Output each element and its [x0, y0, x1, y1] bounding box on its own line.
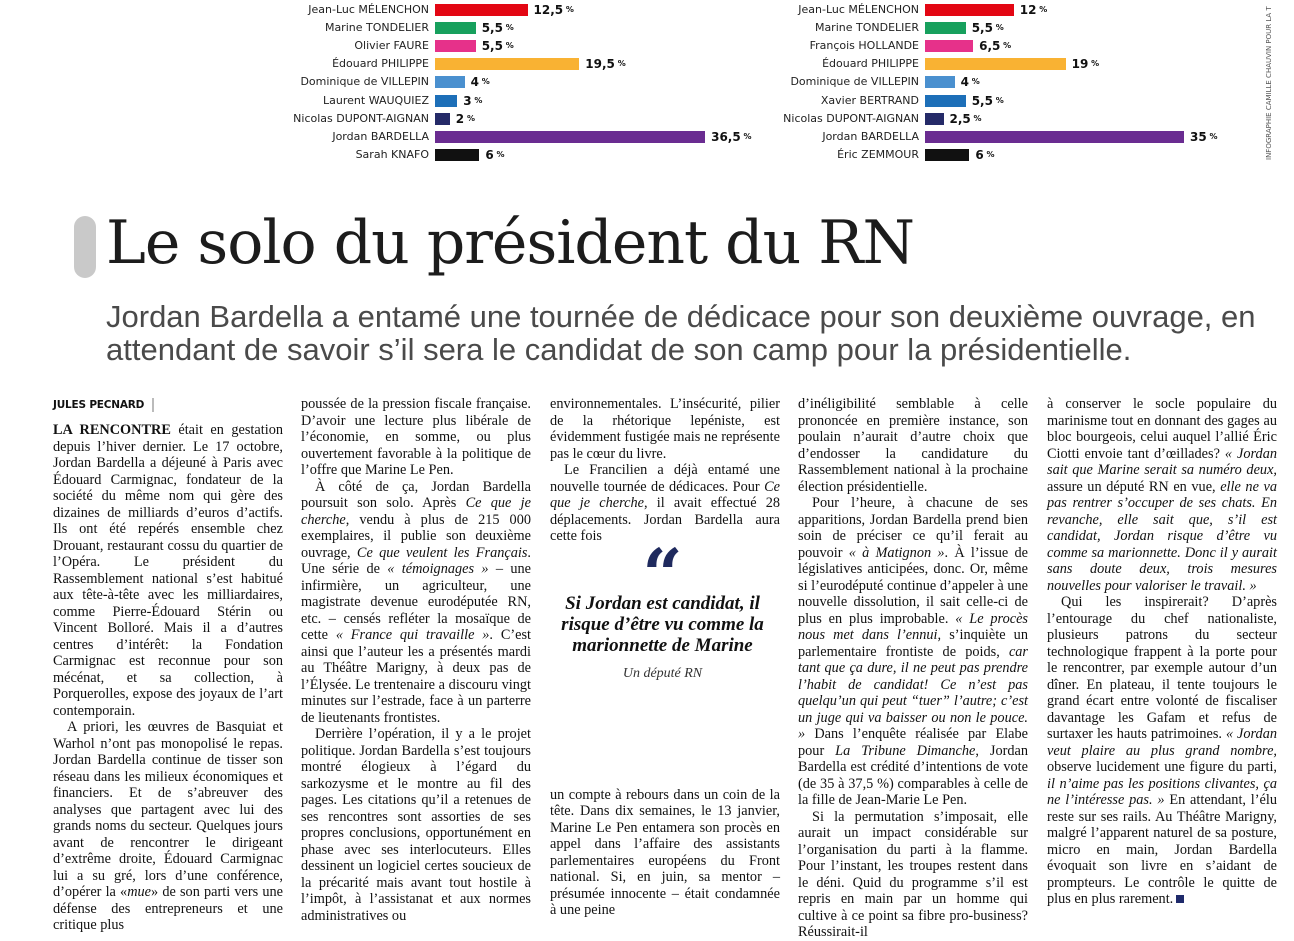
chart-row: [120, 128, 752, 146]
data-label: 4 %: [470, 75, 490, 90]
quote-mark-icon: “: [642, 533, 683, 616]
data-label: 5,5 %: [481, 39, 514, 54]
chart-bar: [925, 40, 973, 52]
infographic-credit: INFOGRAPHIE CAMILLE CHAUVIN POUR LA T: [1265, 6, 1273, 160]
candidate-label: Jean-Luc MÉLENCHON: [798, 3, 919, 16]
paragraph: environnementales. L’insécurité, pilier de la rhétorique lepéniste, est évidemment fustigée mais ne représente pas le cœur du livre.: [550, 396, 780, 462]
data-label: 19,5 %: [585, 57, 626, 72]
chart-bar: [435, 149, 479, 161]
chart-bar: [435, 76, 465, 88]
candidate-label: Marine TONDELIER: [814, 21, 919, 35]
paragraph: d’inéligibilité semblable à celle prononcée en première instance, son poulain n’aurait d’autre choix que d’endosser la candidature du Rassemblement national à la prochaine élection présidentielle.: [798, 396, 1028, 495]
chart-row: [120, 1, 680, 19]
data-label: 4 %: [960, 75, 980, 90]
lead-in: LA RENCONTRE: [53, 422, 171, 438]
article-column-4: [798, 396, 1029, 940]
chart-bar: [925, 22, 966, 34]
data-label: 3 %: [463, 93, 483, 108]
candidate-label: Édouard PHILIPPE: [332, 57, 429, 71]
data-label: 6 %: [975, 147, 995, 162]
data-label: 6,5 %: [979, 39, 1012, 54]
chart-row: [610, 92, 1170, 110]
chart-bar: [925, 113, 944, 125]
candidate-label: Jordan BARDELLA: [332, 129, 429, 143]
chart-bar: [435, 95, 457, 107]
candidate-label: Nicolas DUPONT-AIGNAN: [293, 111, 429, 125]
chart-bar: [435, 40, 476, 52]
candidate-label: Sarah KNAFO: [355, 147, 429, 161]
chart-row: [610, 146, 1170, 164]
data-label: 12 %: [1019, 3, 1048, 17]
chart-row: [610, 110, 1170, 128]
chart-row: [120, 146, 680, 164]
chart-bar: [435, 22, 476, 34]
pull-quote: [560, 533, 765, 682]
candidate-label: Laurent WAUQUIEZ: [323, 93, 429, 107]
candidate-label: François HOLLANDE: [809, 39, 919, 53]
chart-row: [120, 55, 680, 73]
paragraph: Le Francilien a déjà entamé une nouvelle tournée de dédicaces. Pour Ce que je cherche, il avait effectué 28 déplacements. Jordan Bardella aura cette fois: [550, 462, 780, 544]
data-label: 2,5 %: [949, 111, 982, 126]
candidate-label: Jordan BARDELLA: [822, 129, 919, 143]
paragraph: À côté de ça, Jordan Bardella poursuit son solo. Après Ce que je cherche, vendu à plus de 215 000 exemplaires, il publie son deuxième ouvrage, Ce que veulent les Français. Une série de « témoignages » – une infirmière, un agriculteur, une magistrate devenue eurodéputée RN, etc. – censés refléter la mosaïque de cette « France qui travaille ». C’est ainsi que l’auteur les a présentés mardi au Théâtre Marigny, à deux pas de l’Élysée. Le trentenaire a discouru vingt minutes sur l’estrade, face à un parterre de lieutenants frontistes.: [301, 478, 532, 726]
candidate-label: Dominique de VILLEPIN: [790, 75, 919, 89]
headline-marker: [74, 216, 96, 278]
chart-bar: [435, 4, 528, 16]
data-label: 5,5 %: [481, 21, 514, 36]
pull-quote-source: Un député RN: [622, 666, 703, 681]
chart-bar: [435, 58, 579, 70]
article-column-1: [53, 396, 283, 933]
chart-row: [120, 19, 680, 37]
chart-row: [610, 37, 1170, 55]
chart-bar: [925, 95, 966, 107]
chart-row: [610, 19, 1170, 37]
paragraph: Pour l’heure, à chacune de ses apparitions, Jordan Bardella prend bien soin de préciser ce qu’il ferait au pouvoir « à Matignon ». À l’issue de législatives anticipées, donc. Or, même si l’eurodéputé continue d’appeler à une nouvelle dissolution, il sait celle-ci de plus en plus improbable. « Le procès nous met dans l’ennui, s’inquiète un parlementaire frontiste de poids, car tant que ça dure, il ne peut pas prendre l’habit de candidat! Ce n’est pas quelqu’un qui peut “tuer” l’autre; c’est un juge qui va baisser ou non le pouce. » Dans l’enquête réalisée par Elabe pour La Tribune Dimanche, Jordan Bardella est crédité d’intentions de vote (de 35 à 37,5 %) comparables à celle de la fille de Jean-Marie Le Pen.: [798, 495, 1029, 808]
paragraph: A priori, les œuvres de Basquiat et Warhol n’ont pas monopolisé le repas. Jordan Bardella continue de tisser son réseau dans les milieux économiques et financiers. Et de s’abreuver des analyses que partagent avec lui des grands noms du secteur. Quelques jours avant de rencontrer le dirigeant d’extrême droite, Édouard Carmignac lui a su gré, lors d’une conférence, d’opérer la «mue» de son parti vers une défense des entrepreneurs et une critique plus: [53, 719, 283, 933]
candidate-label: Olivier FAURE: [354, 39, 429, 53]
pull-quote-text: Si Jordan est candidat, il risque d’être vu comme la marionnette de Marine: [561, 593, 764, 656]
chart-row: [610, 73, 1170, 91]
data-label: 36,5 %: [711, 129, 752, 144]
candidate-label: Dominique de VILLEPIN: [300, 75, 429, 89]
paragraph: poussée de la pression fiscale française. D’avoir une lecture plus libérale de l’économie, en somme, ou plus ouvertement favorable à la politique de l’offre que Marine Le Pen.: [301, 396, 531, 478]
candidate-label: Jean-Luc MÉLENCHON: [308, 3, 429, 16]
candidate-label: Éric ZEMMOUR: [837, 147, 919, 161]
candidate-label: Xavier BERTRAND: [820, 93, 919, 107]
end-mark-icon: [1176, 895, 1184, 903]
paragraph: Qui les inspirerait? D’après l’entourage du chef nationaliste, plusieurs patrons du secteur technologique frappent à la porte pour le rencontrer, par exemple autour d’un dîner. En plateau, il tente toujours le grand écart entre volonté de fiscaliser davantage les Gafam et refus de surtaxer les hauts patrimoines. « Jordan veut plaire au plus grand nombre, observe lucidement une figure du parti, il n’aime pas les positions clivantes, ça ne l’intéresse pas. » En attendant, l’élu reste sur ses rails. Au Théâtre Marigny, malgré l’apparent naturel de sa posture, micro en main, Jordan Bardella évoquait son livre en s’aidant de prompteurs. Le contrôle le quitte de plus en plus rarement.: [1047, 594, 1278, 907]
paragraph: un compte à rebours dans un coin de la tête. Dans dix semaines, le 13 janvier, Marine Le Pen entamera son procès en appel dans l’affaire des assistants parlementaires européens du Front national. Si, en juin, sa mentor – présumée innocente – était condamnée à une peine: [550, 786, 780, 918]
data-label: 5,5 %: [971, 93, 1004, 108]
candidate-label: Marine TONDELIER: [324, 21, 429, 35]
data-label: 5,5 %: [971, 21, 1004, 36]
data-label: 2 %: [455, 111, 475, 126]
paragraph: à conserver le socle populaire du marinisme tout en donnant des gages au bloc bourgeois, celui auquel l’allié Éric Ciotti envoie tant d’œillades? « Jordan sait que Marine serait sa numéro deux, assure un député RN en vue, elle ne va pas rentrer s’occuper de ses chats. En revanche, elle sait que, s’il est candidat, Jordan risque d’être vu comme sa marionnette. Donc il y aurait sans doute deux, trois mesures nouvelles pour valoriser le travail. »: [1047, 396, 1277, 594]
article-column-2: [301, 396, 532, 924]
data-label: 19 %: [1071, 57, 1100, 72]
chart-bar: [925, 58, 1066, 70]
candidate-label: Édouard PHILIPPE: [822, 57, 919, 71]
chart-bar: [435, 113, 450, 125]
data-label: 12,5 %: [533, 3, 574, 17]
chart-row: [120, 37, 680, 55]
data-label: 6 %: [485, 147, 505, 162]
author-byline: JULES PECNARD: [53, 398, 154, 412]
paragraph: Derrière l’opération, il y a le projet politique. Jordan Bardella s’est toujours montré élogieux à l’égard du sarkozysme et le montre au fil des pages. Les citations qu’il a retenues de ses rencontres sont assorties de ses propres conclusions, opportunément en phase avec ses interlocuteurs. Elles dessinent un logiciel certes soucieux de la précarité mais avant tout hostile à l’impôt, à l’assistanat et aux normes administratives ou: [301, 726, 531, 924]
chart-row: [120, 73, 680, 91]
chart-bar: [925, 4, 1014, 16]
chart-row: [120, 92, 680, 110]
standfirst: Jordan Bardella a entamé une tournée de dédicace pour son deuxième ouvrage, en attendant de savoir s’il sera le candidat de son camp pour la présidentielle.: [106, 299, 1256, 367]
data-label: 35 %: [1190, 129, 1218, 144]
chart-row: [120, 110, 680, 128]
chart-row: [610, 1, 1170, 19]
chart-row: [610, 128, 1218, 146]
chart-bar: [925, 131, 1184, 143]
chart-row: [610, 55, 1170, 73]
chart-bar: [925, 149, 969, 161]
candidate-label: Nicolas DUPONT-AIGNAN: [783, 111, 919, 125]
chart-bar: [925, 76, 955, 88]
article-column-5: [1047, 396, 1278, 907]
paragraph: Si la permutation s’imposait, elle aurait un impact considérable sur l’organisation du parti à la flamme. Pour l’instant, les troupes restent dans le déni. Quid du programme s’il est repris en main par un homme qui cultive à ce point sa fibre pro-business? Réussirait-il: [798, 808, 1028, 940]
paragraph: LA RENCONTRE était en gestation depuis l’hiver dernier. Le 17 octobre, Jordan Bardella a déjeuné à Paris avec Édouard Carmignac, fondateur de la société du même nom qui gère des dizaines de milliards d’euros d’actifs. Ils ont été repérés ensemble chez Drouant, restaurant cossu du quartier de l’Opéra. Le président du Rassemblement national s’est habitué aux tête-à-tête avec les milliardaires, comme Pierre-Édouard Stérin ou Vincent Bolloré. Mais il a d’autres centres d’intérêt: la Fondation Carmignac est reconnue pour son mécénat, et sa collection, à Porquerolles, expose des joyaux de l’art contemporain.: [53, 422, 283, 719]
headline: Le solo du président du RN: [106, 208, 914, 278]
